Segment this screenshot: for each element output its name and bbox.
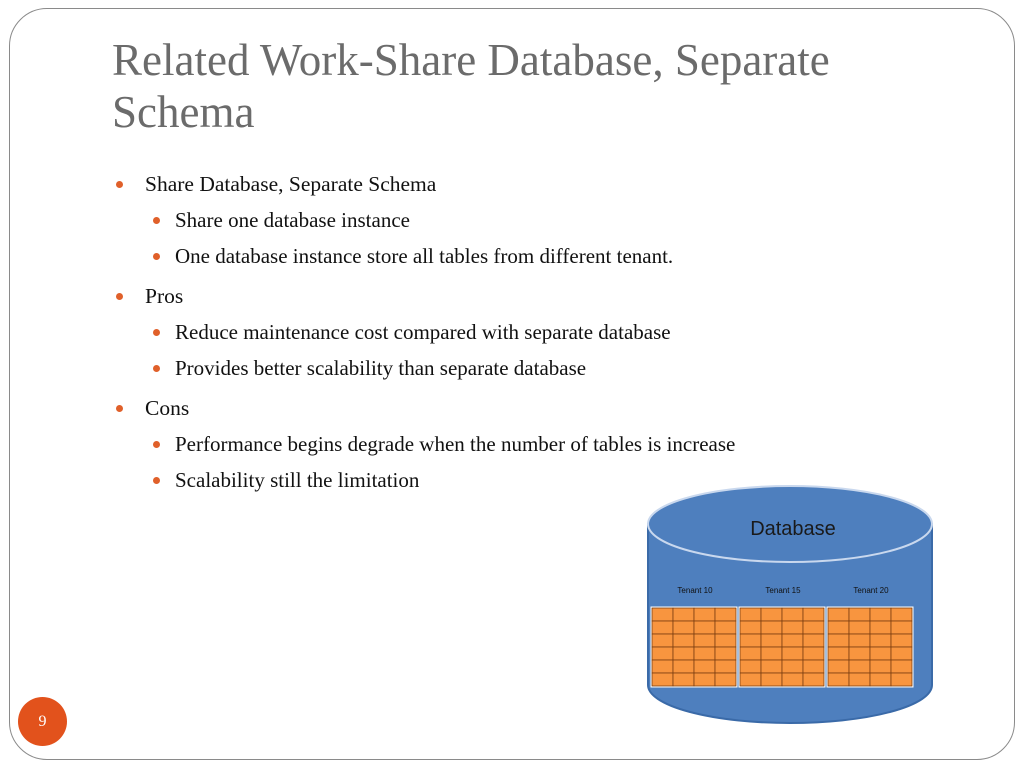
table-cell [652, 621, 673, 634]
table-cell [652, 673, 673, 686]
sub-bullet-performance-degrade [175, 432, 735, 457]
table-cell [673, 621, 694, 634]
table-cell [694, 673, 715, 686]
tenant-label-20: Tenant 20 [853, 586, 889, 595]
table-cell [782, 660, 803, 673]
table-cell [803, 660, 824, 673]
table-cell [828, 673, 849, 686]
page-number-badge: 9 [18, 697, 67, 746]
table-cell [740, 621, 761, 634]
table-cell [715, 634, 736, 647]
bullet-text: Performance begins degrade when the number of tables is increase [175, 432, 736, 456]
table-cell [849, 608, 870, 621]
table-cell [870, 647, 891, 660]
table-cell [870, 634, 891, 647]
table-cell [740, 673, 761, 686]
table-cell [870, 673, 891, 686]
tenant-label-10: Tenant 10 [677, 586, 713, 595]
table-cell [828, 634, 849, 647]
bullet-text: Share one database instance [175, 208, 410, 232]
table-cell [782, 608, 803, 621]
table-cell [803, 608, 824, 621]
table-cell [782, 634, 803, 647]
sub-bullet-share-one-instance [175, 208, 410, 233]
table-cell [849, 634, 870, 647]
table-cell [849, 660, 870, 673]
bullet-dot-icon [153, 253, 160, 260]
tenant-label-15: Tenant 15 [765, 586, 801, 595]
bullet-dot-icon [116, 405, 123, 412]
table-cell [715, 608, 736, 621]
table-cell [828, 660, 849, 673]
table-cell [694, 647, 715, 660]
tenant-table [651, 607, 738, 688]
table-cell [694, 660, 715, 673]
table-cell [673, 673, 694, 686]
bullet-dot-icon [153, 477, 160, 484]
table-cell [870, 621, 891, 634]
table-cell [673, 647, 694, 660]
sub-bullet-better-scalability [175, 356, 586, 381]
table-cell [891, 621, 912, 634]
table-cell [652, 608, 673, 621]
table-cell [803, 673, 824, 686]
table-cell [870, 660, 891, 673]
table-cell [782, 673, 803, 686]
table-cell [761, 621, 782, 634]
table-cell [761, 673, 782, 686]
bullet-text: Pros [145, 284, 184, 308]
bullet-share-database [145, 172, 436, 197]
tenant-table [739, 607, 826, 688]
bullet-text: Cons [145, 396, 190, 420]
bullet-text: Reduce maintenance cost compared with separate database [175, 320, 671, 344]
table-cell [891, 660, 912, 673]
table-cell [673, 660, 694, 673]
table-cell [803, 621, 824, 634]
table-cell [715, 621, 736, 634]
table-cell [849, 647, 870, 660]
bullet-dot-icon [116, 293, 123, 300]
bullet-dot-icon [153, 217, 160, 224]
table-cell [849, 673, 870, 686]
bullet-dot-icon [153, 365, 160, 372]
table-cell [761, 660, 782, 673]
bullet-text: Share Database, Separate Schema [145, 172, 437, 196]
table-cell [782, 621, 803, 634]
table-cell [652, 647, 673, 660]
table-cell [740, 608, 761, 621]
table-cell [673, 608, 694, 621]
table-cell [715, 660, 736, 673]
table-cell [803, 634, 824, 647]
table-cell [740, 634, 761, 647]
table-cell [870, 608, 891, 621]
table-cell [715, 673, 736, 686]
table-cell [891, 647, 912, 660]
bullet-dot-icon [153, 441, 160, 448]
table-cell [652, 660, 673, 673]
bullet-cons [145, 396, 189, 421]
table-cell [828, 608, 849, 621]
table-cell [740, 647, 761, 660]
table-cell [891, 608, 912, 621]
table-cell [828, 647, 849, 660]
table-cell [694, 621, 715, 634]
tenant-tables [651, 607, 914, 688]
bullet-text: Scalability still the limitation [175, 468, 420, 492]
table-cell [715, 647, 736, 660]
table-cell [849, 621, 870, 634]
table-cell [782, 647, 803, 660]
bullet-dot-icon [116, 181, 123, 188]
sub-bullet-reduce-cost [175, 320, 671, 345]
tenant-table [827, 607, 914, 688]
database-diagram [640, 480, 940, 730]
bullet-text: One database instance store all tables from different tenant. [175, 244, 674, 268]
slide-title: Related Work-Share Database, Separate Schema [112, 35, 830, 137]
table-cell [694, 608, 715, 621]
table-cell [761, 647, 782, 660]
table-cell [891, 673, 912, 686]
bullet-pros [145, 284, 183, 309]
table-cell [828, 621, 849, 634]
sub-bullet-store-all-tables [175, 244, 673, 269]
table-cell [694, 634, 715, 647]
table-cell [673, 634, 694, 647]
sub-bullet-scalability-limitation [175, 468, 419, 493]
table-cell [803, 647, 824, 660]
bullet-text: Provides better scalability than separate database [175, 356, 587, 380]
table-cell [652, 634, 673, 647]
table-cell [761, 608, 782, 621]
database-label: Database [750, 518, 836, 540]
bullet-dot-icon [153, 329, 160, 336]
table-cell [761, 634, 782, 647]
table-cell [740, 660, 761, 673]
table-cell [891, 634, 912, 647]
